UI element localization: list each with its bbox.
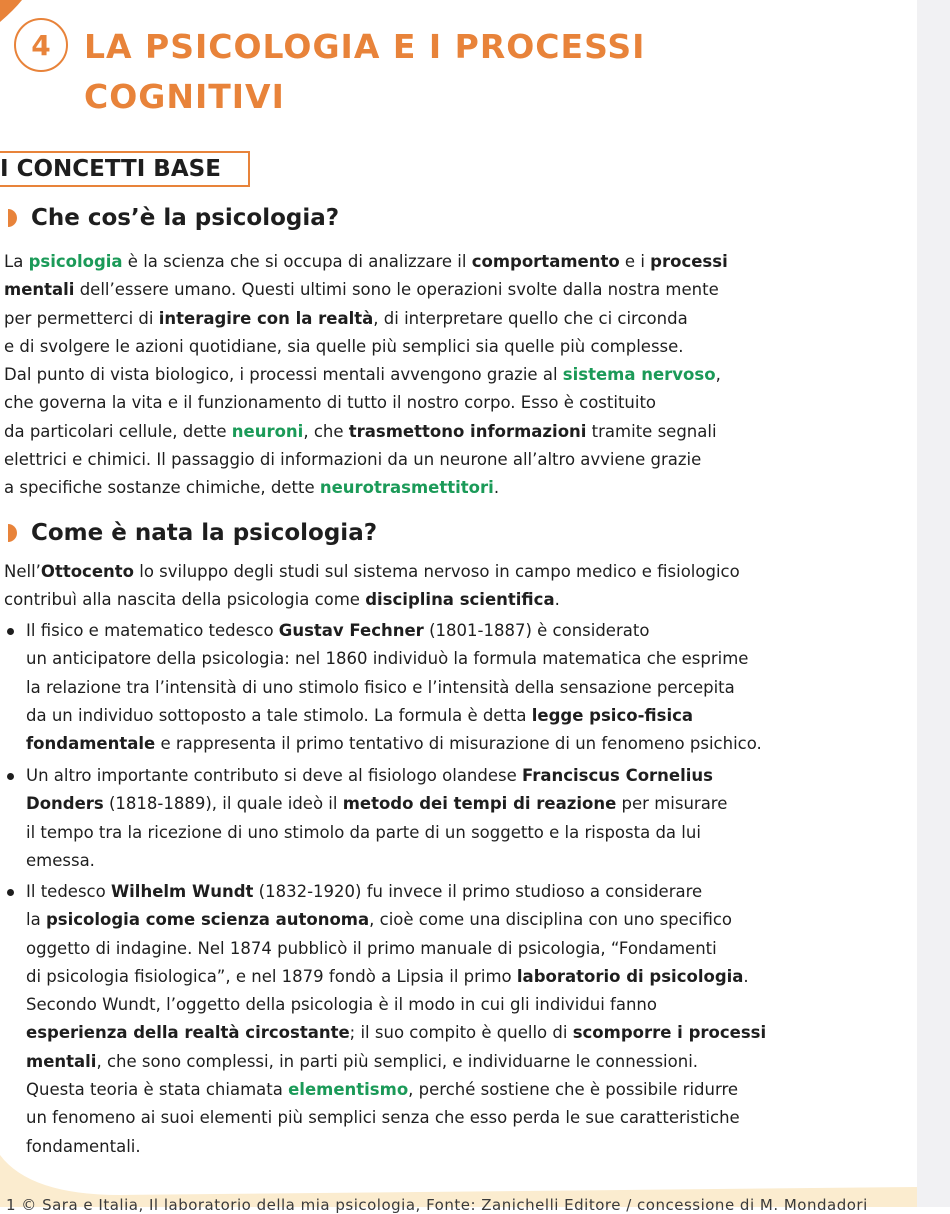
paragraph-definition: La psicologia è la scienza che si occupa di analizzare il comportamento e i processi mentali dell’essere umano. Questi ultimi sono le operazioni svolte dalla nostra mente per permetterci di interagire con la realtà, di interpretare quello che ci circonda e di svolgere le azioni quotidiane, sia quelle più semplici sia quelle più complesse. Dal punto di vista biologico, i processi mentali avvengono grazie al sistema nervoso, che governa la vita e il funzionamento di tutto il nostro corpo. Esso è costituito da particolari cellule, dette neuroni, che trasmettono informazioni tramite segnali elettrici e chimici. Il passaggio di informazioni da un neurone all’altro avviene grazie a specifiche sostanze chimiche, dette neurotrasmettitori. <box>4 252 728 498</box>
heading-how-psychology-born <box>8 520 377 546</box>
section-title-box <box>0 151 250 187</box>
heading-text: Che cos’è la psicologia? <box>31 205 340 231</box>
bullet-dot-icon <box>7 773 14 780</box>
section-title: I CONCETTI BASE <box>0 156 221 182</box>
chapter-number-badge <box>14 18 68 72</box>
chapter-number: 4 <box>31 28 51 62</box>
footer-caption: 1 © Sara e Italia, Il laboratorio della mia psicologia, Fonte: Zanichelli Editore / concessione di M. Mondadori <box>6 1196 868 1214</box>
bullet-dot-icon <box>7 628 14 635</box>
chapter-title: LA PSICOLOGIA E I PROCESSI COGNITIVI <box>84 27 646 116</box>
paragraph-origins: Nell’Ottocento lo sviluppo degli studi sul sistema nervoso in campo medico e fisiologico contribuì alla nascita della psicologia come disciplina scientifica. <box>4 562 740 610</box>
page-edge <box>917 0 950 1207</box>
bullet-dot-icon <box>7 889 14 896</box>
heading-text: Come è nata la psicologia? <box>31 520 378 546</box>
heading-what-is-psychology <box>8 205 339 231</box>
heading-marker-icon <box>8 524 17 542</box>
heading-marker-icon <box>8 209 17 227</box>
